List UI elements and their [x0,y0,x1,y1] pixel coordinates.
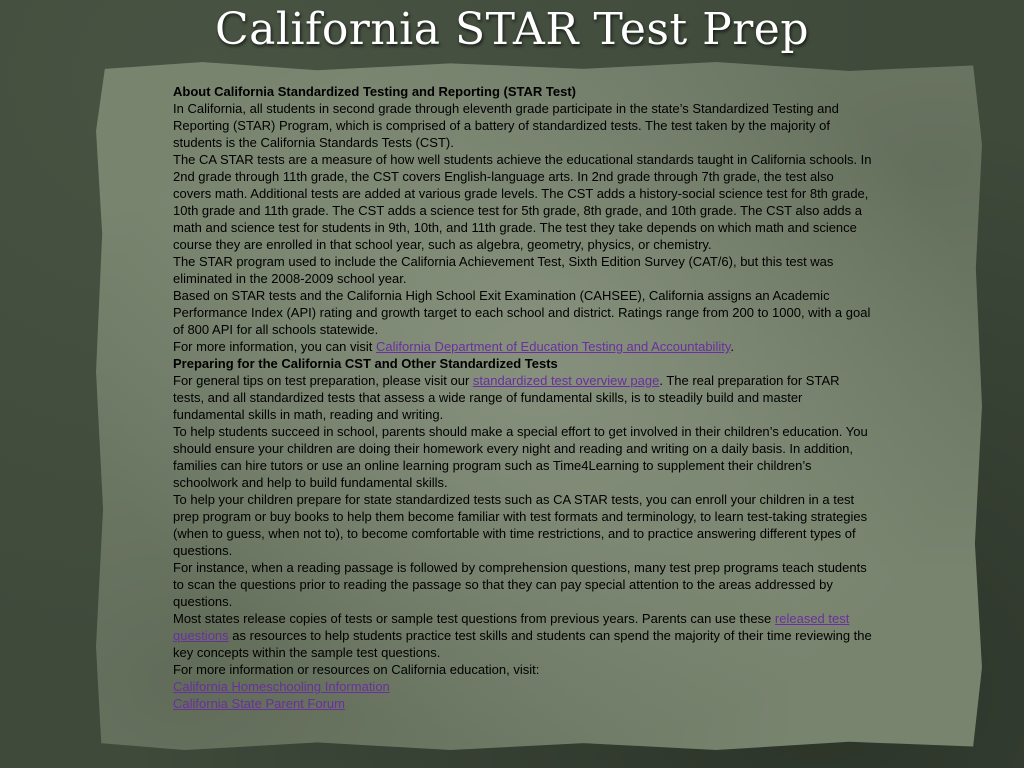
link-line [173,695,873,712]
paragraph: For more information or resources on California education, visit: [173,662,540,677]
heading-preparing: Preparing for the California CST and Other Standardized Tests [173,356,558,371]
paragraph: The CA STAR tests are a measure of how well students achieve the educational standards taught in California schools. In 2nd grade through 11th grade, the CST covers English-language arts. In 2nd grade through 7th grade, the test also covers math. Additional tests are added at various grade levels. The CST adds a history-social science test for 8th grade, 10th grade and 11th grade. The CST adds a science test for 5th grade, 8th grade, and 10th grade. The CST also adds a math and science test for students in 9th, 10th, and 11th grade. The test they take depends on which math and science course they are enrolled in that school year, such as algebra, geometry, physics, or chemistry. [173,152,872,252]
paragraph: For general tips on test preparation, please visit our standardized test overview page. The real preparation for STAR tests, and all standardized tests that assess a wide range of fundamental skills, is to steadily build and master fundamental skills in math, reading and writing. [173,373,840,422]
slide-content [173,83,873,712]
homeschooling-info-link[interactable]: California Homeschooling Information [173,679,390,694]
slide-title: California STAR Test Prep [214,4,810,55]
paragraph: For more information, you can visit California Department of Education Testing and Accountability. [173,339,734,354]
heading-about-star: About California Standardized Testing and Reporting (STAR Test) [173,84,576,99]
parent-forum-link[interactable]: California State Parent Forum [173,696,345,711]
released-test-questions-link[interactable]: released test questions [173,611,850,643]
paragraph: Most states release copies of tests or sample test questions from previous years. Parents can use these released test questions as resources to help students practice test skills and students can spend the majority of their time reviewing the key concepts within the sample test questions. [173,611,872,660]
test-overview-link[interactable]: standardized test overview page [472,373,660,388]
cde-testing-link[interactable]: California Department of Education Testing and Accountability [376,339,731,354]
paragraph: For instance, when a reading passage is followed by comprehension questions, many test prep programs teach students to scan the questions prior to reading the passage so that they can pay special attention to the areas addressed by questions. [173,560,867,609]
link-line [173,678,873,695]
paragraph: To help your children prepare for state standardized tests such as CA STAR tests, you can enroll your children in a test prep program or buy books to help them become familiar with test formats and terminology, to learn test-taking strategies (when to guess, when not to), to become comfortable with time restrictions, and to practice answering different types of questions. [173,492,868,558]
paragraph: To help students succeed in school, parents should make a special effort to get involved in their children’s education. You should ensure your children are doing their homework every night and reading and writing on a daily basis. In addition, families can hire tutors or use an online learning program such as Time4Learning to supplement their children’s schoolwork and help to build fundamental skills. [173,424,868,490]
paragraph: The STAR program used to include the California Achievement Test, Sixth Edition Survey (CAT/6), but this test was eliminated in the 2008-2009 school year. [173,254,834,286]
paragraph: In California, all students in second grade through eleventh grade participate in the state’s Standardized Testing and Reporting (STAR) Program, which is comprised of a battery of standardized tests. The test taken by the majority of students is the California Standards Tests (CST). [173,101,839,150]
paragraph: Based on STAR tests and the California High School Exit Examination (CAHSEE), California assigns an Academic Performance Index (API) rating and growth target to each school and district. Ratings range from 200 to 1000, with a goal of 800 API for all schools statewide. [173,288,871,337]
